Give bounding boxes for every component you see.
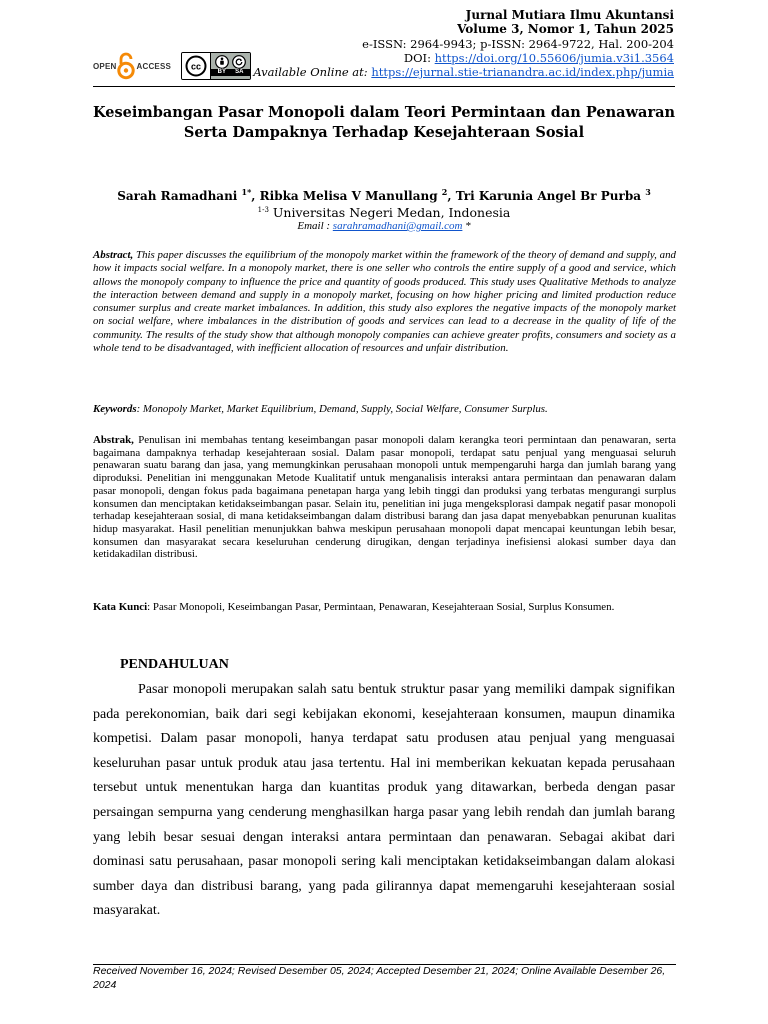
abstract-indonesian-text: Penulisan ini membahas tentang keseimbangan pasar monopoli dalam kerangka teori permintaan dan penawaran, serta bagaimana dampaknya terhadap kesejahteraan sosial. Dalam pasar monopoli, terdapat satu penjual yang menguasai seluruh penawaran suatu barang dan jasa, yang memungkinkan perusahaan monopoli untuk mempengaruhi harga dan jumlah barang yang diproduksi. Penelitian ini menggunakan Metode Kualitatif untuk menganalisis interaksi antara permintaan dan penawaran dalam pasar monopoli, dengan fokus pada bagaimana penetapan harga yang lebih tinggi dan produksi yang terbatas mengurangi surplus konsumen dan menciptakan ketidakseimbangan pasar. Selain itu, penelitian ini juga mengeksplorasi dampak negatif pasar monopoli terhadap kesejahteraan sosial, di mana ketidakseimbangan dalam distribusi barang dan jasa dapat menyebabkan penurunan kualitas hidup masyarakat. Hasil penelitian menunjukkan bahwa meskipun perusahaan monopoli dapat mencapai keuntungan lebih besar, konsumen dan masyarakat secara keseluruhan cenderung dirugikan, dengan terjadinya inefisiensi alokasi sumber daya dan ketidakadilan distribusi.	[93, 434, 676, 561]
cc-icon	[185, 55, 207, 77]
cc-by-label: BY	[217, 69, 226, 75]
keywords-english-text: : Monopoly Market, Market Equilibrium, Demand, Supply, Social Welfare, Consumer Surplus.	[136, 403, 548, 415]
paper-title	[60, 103, 708, 143]
keywords-english	[93, 403, 676, 416]
email-mark: *	[462, 220, 471, 232]
affiliation-sup: 1-3	[257, 206, 269, 214]
available-line	[253, 65, 674, 79]
author-3-sup: 3	[645, 187, 651, 197]
keywords-indonesian-text: : Pasar Monopoli, Keseimbangan Pasar, Permintaan, Penawaran, Kesejahteraan Sosial, Surplus Konsumen.	[147, 601, 615, 613]
body-paragraph: Pasar monopoli merupakan salah satu bentuk struktur pasar yang memiliki dampak signifikan pada perekonomian, baik dari segi kebijakan ekonomi, kesejahteraan konsumen, maupun dinamika kompetisi. Dalam pasar monopoli, hanya terdapat satu produsen atau penjual yang menguasai keseluruhan pasar untuk produk atau jasa tertentu. Hal ini memberikan kekuatan kepada perusahaan tersebut untuk menentukan harga dan kuantitas produk yang ditawarkan, berbeda dengan pasar persaingan sempurna yang cenderung menghasilkan harga pasar yang lebih rendah dan jumlah barang yang lebih besar sesuai dengan interaksi antara permintaan dan penawaran. Sebagai akibat dari dominasi satu perusahaan, pasar monopoli sering kali menciptakan ketidakseimbangan dalam alokasi sumber daya dan distribusi barang, yang pada gilirannya dapat memengaruhi kesejahteraan sosial masyarakat.	[93, 682, 675, 919]
author-1-name: Sarah Ramadhani	[117, 189, 238, 203]
author-3-name: Tri Karunia Angel Br Purba	[455, 189, 641, 203]
open-access-label-right: ACCESS	[136, 61, 172, 71]
doi-link[interactable]: https://doi.org/10.55606/jumia.v3i1.3564	[434, 50, 674, 65]
available-label: Available Online at:	[253, 65, 372, 80]
abstract-indonesian	[93, 434, 676, 561]
abstract-english-text: This paper discusses the equilibrium of the monopoly market within the framework of the theory of demand and supply, and how it impacts social welfare. In a monopoly market, there is one seller who controls the entire supply of a good and service, which allows the monopoly company to influence the price and quantity of goods produced. This study uses Qualitative Methods to analyze the interaction between demand and supply in a monopoly market, focusing on how higher pricing and limited production reduce consumer surplus and create market imbalances. In addition, this study also explores the negative impacts of the monopoly market on social welfare, where imbalances in the distribution of goods and services can lead to a decrease in the quality of life of the community. The results of the study show that although monopoly companies can achieve greater profits, consumers and society as a whole tend to be disadvantaged, with inefficient allocation of resources and unfair distribution.	[93, 249, 676, 355]
email-link[interactable]: sarahramadhani@gmail.com	[332, 220, 463, 232]
section-heading: PENDAHULUAN	[120, 657, 229, 672]
open-access-label-left: OPEN	[93, 61, 117, 71]
journal-name: Jurnal Mutiara Ilmu Akuntansi	[465, 8, 674, 22]
journal-url-link[interactable]: https://ejurnal.stie-trianandra.ac.id/index.php/jumia	[371, 65, 674, 80]
abstract-english	[93, 249, 676, 355]
abstract-english-label: Abstract,	[93, 249, 134, 261]
author-1-sup: 1*	[241, 187, 252, 197]
author-separator-1: ,	[251, 189, 260, 203]
doi-label: DOI:	[403, 50, 435, 65]
header-divider	[93, 86, 675, 87]
author-2-sup: 2	[441, 187, 448, 197]
keywords-english-label: Keywords	[93, 403, 137, 415]
title-line-1: Keseimbangan Pasar Monopoli dalam Teori Permintaan dan Penawaran	[92, 104, 676, 121]
abstract-indonesian-label: Abstrak,	[93, 434, 134, 446]
affiliation-text: Universitas Negeri Medan, Indonesia	[268, 205, 511, 221]
author-2-name: Ribka Melisa V Manullang	[259, 189, 438, 203]
keywords-indonesian	[93, 601, 676, 614]
cc-by-sa-badge	[181, 52, 251, 80]
journal-issn: e-ISSN: 2964-9943; p-ISSN: 2964-9722, Hal. 200-204	[362, 36, 674, 51]
cc-sa-label: SA	[235, 69, 244, 75]
cc-sa-share-icon	[232, 55, 246, 69]
keywords-indonesian-label: Kata Kunci	[93, 601, 148, 613]
title-line-2: Serta Dampaknya Terhadap Kesejahteraan Sosial	[183, 124, 585, 141]
email-label: Email :	[297, 220, 333, 232]
cc-by-person-icon	[215, 55, 229, 69]
doi-line	[253, 51, 674, 65]
svg-text:cc: cc	[191, 61, 202, 72]
open-access-badge	[93, 52, 171, 80]
journal-header	[253, 8, 674, 79]
license-badges	[93, 52, 251, 80]
author-separator-2: ,	[447, 189, 456, 203]
journal-volume: Volume 3, Nomor 1, Tahun 2025	[457, 22, 674, 37]
correspondence-email	[60, 219, 708, 233]
author-list	[60, 184, 708, 204]
footer-dates: Received November 16, 2024; Revised Desember 05, 2024; Accepted Desember 21, 2024; Online Available Desember 26, 2024	[93, 965, 666, 991]
open-access-lock-icon	[117, 52, 135, 80]
